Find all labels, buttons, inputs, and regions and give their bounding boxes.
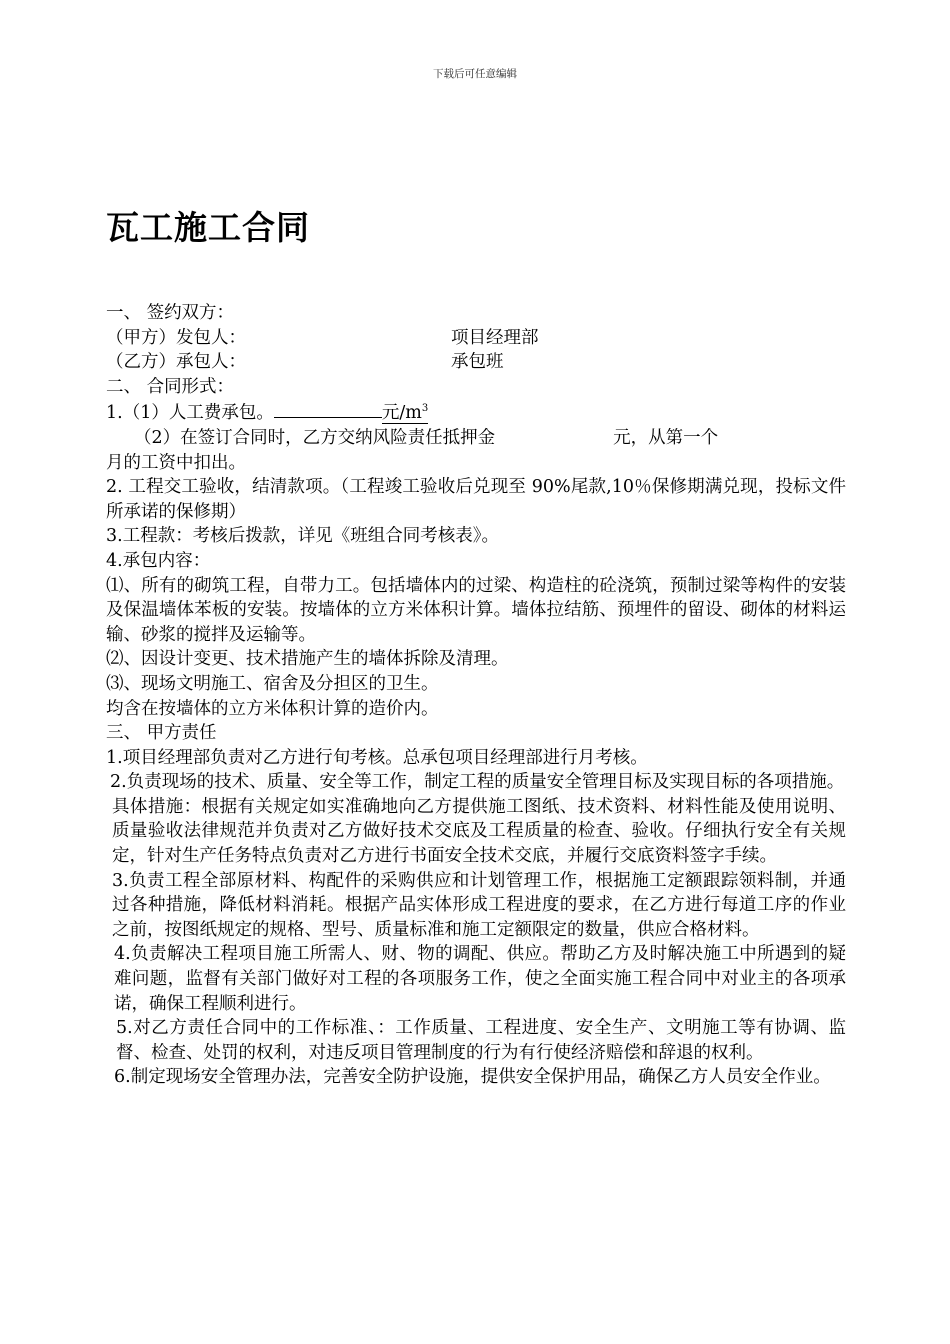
clause-1-2-suffix: 元，从第一个 [613,427,719,448]
clause-4-item-3: ⑶、现场文明施工、宿舍及分担区的卫生。 [106,673,439,694]
clause-1-2-prefix: （2）在签订合同时，乙方交纳风险责任抵押金 [134,427,496,448]
responsibility-6: 6.制定现场安全管理办法，完善安全防护设施，提供安全保护用品，确保乙方人员安全作业。 [114,1067,831,1088]
clause-4: 4.承包内容： [106,550,211,571]
clause-4-item-2: ⑵、因设计变更、技术措施产生的墙体拆除及清理。 [106,649,509,670]
price-blank [274,417,382,418]
party-b-row [106,350,846,375]
clause-1-2 [106,426,846,451]
clause-1-2-cont: 月的工资中扣出。 [106,452,246,473]
party-a-label: （甲方）发包人： [106,327,246,348]
clause-4-item-1: ⑴、所有的砌筑工程，自带力工。包括墙体内的过梁、构造柱的砼浇筑，预制过梁等构件的安装及保温墙体苯板的安装。按墙体的立方米体积计算。墙体拉结筋、预埋件的留设、砌体的材料运输、砂浆的搅拌及运输等。 [106,575,846,645]
cubic-superscript: 3 [421,403,429,415]
responsibility-1: 1.项目经理部负责对乙方进行旬考核。总承包项目经理部进行月考核。 [106,747,648,768]
header-note: 下载后可任意编辑 [433,68,517,80]
clause-3: 3.工程款：考核后拨款，详见《班组合同考核表》。 [106,526,499,547]
responsibility-2-detail: 具体措施：根据有关规定如实准确地向乙方提供施工图纸、技术资料、材料性能及使用说明、质量验收法律规范并负责对乙方做好技术交底及工程质量的检查、验收。仔细执行安全有关规定，针对生产任务特点负责对乙方进行书面安全技术交底，并履行交底资料签字手续。 [112,796,846,867]
contract-body [106,301,846,1090]
party-b-label: （乙方）承包人： [106,352,246,373]
party-a-value: 项目经理部 [451,327,539,348]
section-3-heading: 三、 甲方责任 [106,723,217,744]
price-unit: 元$/m^3$ [382,399,428,424]
party-a-row [106,326,846,351]
clause-2: 2. 工程交工验收，结清款项。（工程竣工验收后兑现至 90%尾款,10％保修期满兑现，投标文件所承诺的保修期） [106,477,846,522]
document-title: 瓦工施工合同 [106,208,310,247]
responsibility-2: 2.负责现场的技术、质量、安全等工作，制定工程的质量安全管理目标及实现目标的各项措施。 [110,772,845,793]
clause-1-prefix: 1.（1）人工费承包。 [106,403,274,424]
section-2-heading: 二、 合同形式： [106,376,235,397]
section-1-heading: 一、 签约双方： [106,303,235,323]
party-b-value: 承包班 [451,352,504,373]
responsibility-3: 3.负责工程全部原材料、构配件的采购供应和计划管理工作，根据施工定额跟踪领料制，并通过各种措施，降低材料消耗。根据产品实体形成工程进度的要求，在乙方进行每道工序的作业之前，按图纸规定的规格、型号、质量标准和施工定额限定的数量，供应合格材料。 [112,870,846,940]
responsibility-4: 4.负责解决工程项目施工所需人、财、物的调配、供应。帮助乙方及时解决施工中所遇到的疑难问题，监督有关部门做好对工程的各项服务工作，使之全面实施工程合同中对业主的各项承诺，确保工程顺利进行。 [114,944,846,1014]
clause-1 [106,399,846,426]
deposit-blank [495,426,613,451]
clause-4-note: 均含在按墙体的立方米体积计算的造价内。 [106,698,439,719]
responsibility-5: 5.对乙方责任合同中的工作标准、：工作质量、工程进度、安全生产、文明施工等有协调、监督、检查、处罚的权利，对违反项目管理制度的行为有行使经济赔偿和辞退的权利。 [116,1018,846,1063]
